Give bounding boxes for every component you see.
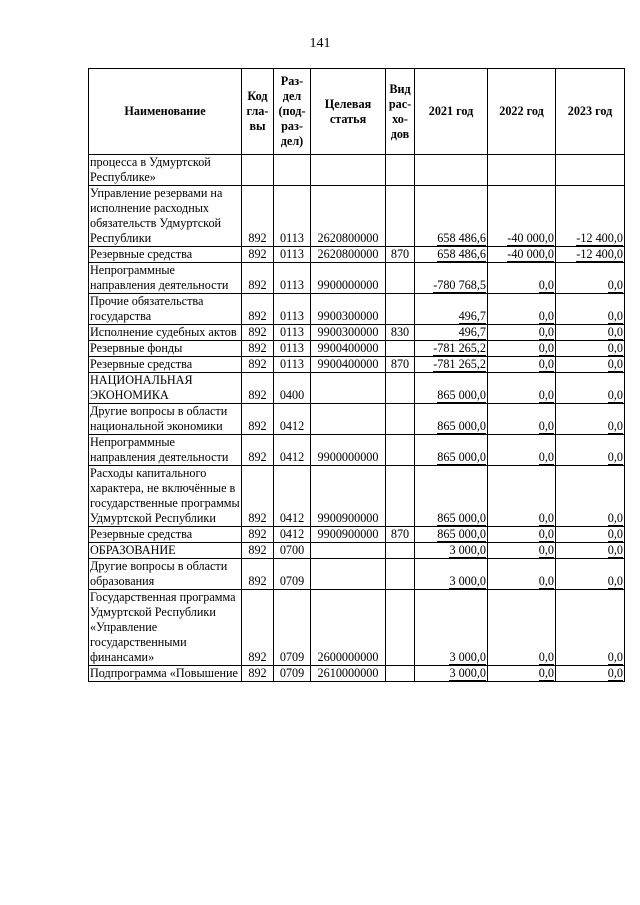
cell-y2021 — [415, 404, 488, 435]
cell-y2023 — [556, 559, 625, 590]
table-row — [89, 325, 625, 341]
cell-name: Резервные средства — [89, 357, 242, 373]
header-target: Целевая статья — [311, 69, 386, 155]
value-y2023: 0,0 — [607, 511, 623, 525]
value-y2022: 0,0 — [538, 511, 554, 525]
value-y2021: 3 000,0 — [449, 574, 486, 588]
cell-section: 0113 — [274, 186, 311, 247]
header-name: Наименование — [89, 69, 242, 155]
cell-code: 892 — [242, 466, 274, 527]
value-y2022: 0,0 — [538, 325, 554, 339]
table-row — [89, 247, 625, 263]
table-row — [89, 186, 625, 247]
cell-kind — [386, 543, 415, 559]
cell-y2023 — [556, 325, 625, 341]
cell-target: 9900400000 — [311, 357, 386, 373]
value-y2023: 0,0 — [607, 341, 623, 355]
cell-y2023 — [556, 666, 625, 682]
cell-name: Резервные фонды — [89, 341, 242, 357]
table-row — [89, 590, 625, 666]
cell-target: 9900300000 — [311, 294, 386, 325]
value-y2022: 0,0 — [538, 388, 554, 402]
cell-y2023 — [556, 155, 625, 186]
value-y2022: 0,0 — [538, 341, 554, 355]
cell-y2022 — [488, 404, 556, 435]
cell-name: Непрограммные направления деятельности — [89, 435, 242, 466]
value-y2022: 0,0 — [538, 357, 554, 371]
cell-section: 0113 — [274, 294, 311, 325]
cell-y2022 — [488, 155, 556, 186]
cell-kind — [386, 435, 415, 466]
cell-section: 0400 — [274, 373, 311, 404]
cell-name: Непрограммные направления деятельности — [89, 263, 242, 294]
cell-y2023 — [556, 341, 625, 357]
table-row — [89, 435, 625, 466]
cell-y2022 — [488, 666, 556, 682]
value-y2021: 658 486,6 — [437, 247, 486, 261]
table-row — [89, 263, 625, 294]
cell-kind — [386, 666, 415, 682]
cell-y2023 — [556, 404, 625, 435]
value-y2022: -40 000,0 — [507, 231, 554, 245]
page-number: 141 — [309, 36, 331, 51]
cell-y2021 — [415, 294, 488, 325]
cell-name: Управление резервами на исполнение расходных обязательств Удмуртской Республики — [89, 186, 242, 247]
cell-y2022 — [488, 373, 556, 404]
cell-y2021 — [415, 357, 488, 373]
value-y2021: 865 000,0 — [437, 450, 486, 464]
cell-target: 2610000000 — [311, 666, 386, 682]
cell-kind — [386, 590, 415, 666]
table-row — [89, 466, 625, 527]
cell-section: 0113 — [274, 325, 311, 341]
cell-section: 0113 — [274, 263, 311, 294]
value-y2022: 0,0 — [538, 650, 554, 664]
table-row — [89, 341, 625, 357]
cell-y2023 — [556, 247, 625, 263]
value-y2023: 0,0 — [607, 325, 623, 339]
value-y2021: 865 000,0 — [437, 388, 486, 402]
value-y2022: 0,0 — [538, 574, 554, 588]
table-row — [89, 559, 625, 590]
cell-name: Другие вопросы в области национальной экономики — [89, 404, 242, 435]
value-y2023: -12 400,0 — [576, 247, 623, 261]
cell-y2022 — [488, 341, 556, 357]
cell-code: 892 — [242, 373, 274, 404]
value-y2021: -780 768,5 — [433, 278, 486, 292]
cell-section: 0113 — [274, 247, 311, 263]
table-header-row — [89, 69, 625, 155]
table-row — [89, 373, 625, 404]
value-y2022: -40 000,0 — [507, 247, 554, 261]
value-y2023: 0,0 — [607, 357, 623, 371]
value-y2023: -12 400,0 — [576, 231, 623, 245]
value-y2021: 3 000,0 — [449, 666, 486, 680]
cell-code: 892 — [242, 666, 274, 682]
cell-y2021 — [415, 466, 488, 527]
cell-y2021 — [415, 341, 488, 357]
cell-y2023 — [556, 590, 625, 666]
cell-kind — [386, 404, 415, 435]
cell-code: 892 — [242, 527, 274, 543]
header-kind: Вид рас- хо- дов — [386, 69, 415, 155]
cell-code: 892 — [242, 186, 274, 247]
cell-y2022 — [488, 559, 556, 590]
cell-section: 0412 — [274, 466, 311, 527]
cell-y2021 — [415, 186, 488, 247]
cell-code: 892 — [242, 325, 274, 341]
cell-y2021 — [415, 373, 488, 404]
cell-y2021 — [415, 155, 488, 186]
cell-kind — [386, 294, 415, 325]
cell-y2021 — [415, 527, 488, 543]
cell-name: Исполнение судебных актов — [89, 325, 242, 341]
table-row — [89, 357, 625, 373]
value-y2021: 865 000,0 — [437, 527, 486, 541]
value-y2021: 496,7 — [458, 325, 486, 339]
value-y2023: 0,0 — [607, 527, 623, 541]
cell-target — [311, 559, 386, 590]
cell-code — [242, 155, 274, 186]
cell-target: 9900900000 — [311, 527, 386, 543]
cell-kind — [386, 559, 415, 590]
cell-code: 892 — [242, 294, 274, 325]
cell-name: Прочие обязательства государства — [89, 294, 242, 325]
cell-name: НАЦИОНАЛЬНАЯ ЭКОНОМИКА — [89, 373, 242, 404]
cell-y2021 — [415, 247, 488, 263]
cell-section: 0412 — [274, 404, 311, 435]
cell-y2022 — [488, 247, 556, 263]
cell-code: 892 — [242, 247, 274, 263]
value-y2023: 0,0 — [607, 543, 623, 557]
value-y2023: 0,0 — [607, 650, 623, 664]
value-y2022: 0,0 — [538, 543, 554, 557]
cell-kind: 870 — [386, 247, 415, 263]
header-2021: 2021 год — [415, 69, 488, 155]
cell-section: 0412 — [274, 435, 311, 466]
value-y2022: 0,0 — [538, 450, 554, 464]
cell-code: 892 — [242, 559, 274, 590]
value-y2023: 0,0 — [607, 388, 623, 402]
value-y2021: -781 265,2 — [433, 341, 486, 355]
cell-target — [311, 543, 386, 559]
cell-code: 892 — [242, 263, 274, 294]
value-y2023: 0,0 — [607, 450, 623, 464]
cell-y2022 — [488, 263, 556, 294]
cell-y2021 — [415, 666, 488, 682]
cell-target — [311, 373, 386, 404]
cell-y2022 — [488, 294, 556, 325]
cell-section: 0709 — [274, 559, 311, 590]
value-y2022: 0,0 — [538, 309, 554, 323]
cell-y2023 — [556, 294, 625, 325]
value-y2023: 0,0 — [607, 419, 623, 433]
cell-kind — [386, 373, 415, 404]
cell-section: 0113 — [274, 341, 311, 357]
cell-kind: 870 — [386, 357, 415, 373]
cell-code: 892 — [242, 357, 274, 373]
cell-code: 892 — [242, 341, 274, 357]
cell-y2021 — [415, 435, 488, 466]
cell-target: 9900000000 — [311, 263, 386, 294]
value-y2022: 0,0 — [538, 278, 554, 292]
value-y2022: 0,0 — [538, 666, 554, 680]
table-row — [89, 155, 625, 186]
cell-target: 9900300000 — [311, 325, 386, 341]
cell-y2023 — [556, 373, 625, 404]
value-y2022: 0,0 — [538, 527, 554, 541]
value-y2021: 3 000,0 — [449, 543, 486, 557]
cell-y2022 — [488, 357, 556, 373]
header-section: Раз- дел (под- раз- дел) — [274, 69, 311, 155]
cell-y2022 — [488, 466, 556, 527]
cell-y2021 — [415, 543, 488, 559]
value-y2021: 3 000,0 — [449, 650, 486, 664]
cell-name: ОБРАЗОВАНИЕ — [89, 543, 242, 559]
budget-table — [88, 68, 625, 682]
cell-kind — [386, 341, 415, 357]
cell-target: 2620800000 — [311, 247, 386, 263]
cell-target: 9900900000 — [311, 466, 386, 527]
header-code: Код гла- вы — [242, 69, 274, 155]
table-row — [89, 543, 625, 559]
cell-kind: 870 — [386, 527, 415, 543]
cell-y2023 — [556, 527, 625, 543]
value-y2021: 658 486,6 — [437, 231, 486, 245]
cell-y2023 — [556, 186, 625, 247]
header-2022: 2022 год — [488, 69, 556, 155]
cell-y2023 — [556, 466, 625, 527]
value-y2023: 0,0 — [607, 278, 623, 292]
cell-kind — [386, 263, 415, 294]
cell-code: 892 — [242, 435, 274, 466]
table-row — [89, 527, 625, 543]
cell-name: Другие вопросы в области образования — [89, 559, 242, 590]
table-row — [89, 666, 625, 682]
cell-y2021 — [415, 590, 488, 666]
cell-name: процесса в Удмуртской Республике» — [89, 155, 242, 186]
cell-y2023 — [556, 543, 625, 559]
value-y2022: 0,0 — [538, 419, 554, 433]
cell-section: 0700 — [274, 543, 311, 559]
value-y2023: 0,0 — [607, 666, 623, 680]
cell-section: 0113 — [274, 357, 311, 373]
cell-y2022 — [488, 186, 556, 247]
cell-target — [311, 155, 386, 186]
cell-y2023 — [556, 263, 625, 294]
table-body — [89, 155, 625, 682]
cell-kind — [386, 466, 415, 527]
value-y2021: 496,7 — [458, 309, 486, 323]
value-y2023: 0,0 — [607, 574, 623, 588]
cell-y2021 — [415, 325, 488, 341]
value-y2021: -781 265,2 — [433, 357, 486, 371]
cell-y2023 — [556, 435, 625, 466]
cell-y2022 — [488, 435, 556, 466]
cell-y2021 — [415, 559, 488, 590]
cell-kind: 830 — [386, 325, 415, 341]
cell-target — [311, 404, 386, 435]
cell-name: Государственная программа Удмуртской Республики «Управление государственными финансами» — [89, 590, 242, 666]
cell-section: 0709 — [274, 666, 311, 682]
cell-y2022 — [488, 590, 556, 666]
cell-target: 2620800000 — [311, 186, 386, 247]
cell-y2023 — [556, 357, 625, 373]
cell-section: 0709 — [274, 590, 311, 666]
cell-name: Резервные средства — [89, 247, 242, 263]
cell-y2022 — [488, 325, 556, 341]
value-y2021: 865 000,0 — [437, 511, 486, 525]
value-y2023: 0,0 — [607, 309, 623, 323]
cell-target: 2600000000 — [311, 590, 386, 666]
cell-code: 892 — [242, 590, 274, 666]
cell-kind — [386, 186, 415, 247]
cell-target: 9900400000 — [311, 341, 386, 357]
table-row — [89, 404, 625, 435]
cell-name: Резервные средства — [89, 527, 242, 543]
cell-target: 9900000000 — [311, 435, 386, 466]
cell-section: 0412 — [274, 527, 311, 543]
cell-name: Подпрограмма «Повышение — [89, 666, 242, 682]
cell-section — [274, 155, 311, 186]
cell-kind — [386, 155, 415, 186]
cell-code: 892 — [242, 404, 274, 435]
value-y2021: 865 000,0 — [437, 419, 486, 433]
cell-y2022 — [488, 527, 556, 543]
cell-code: 892 — [242, 543, 274, 559]
cell-y2021 — [415, 263, 488, 294]
cell-y2022 — [488, 543, 556, 559]
table-row — [89, 294, 625, 325]
header-2023: 2023 год — [556, 69, 625, 155]
cell-name: Расходы капитального характера, не включённые в государственные программы Удмуртской Республики — [90, 466, 240, 525]
